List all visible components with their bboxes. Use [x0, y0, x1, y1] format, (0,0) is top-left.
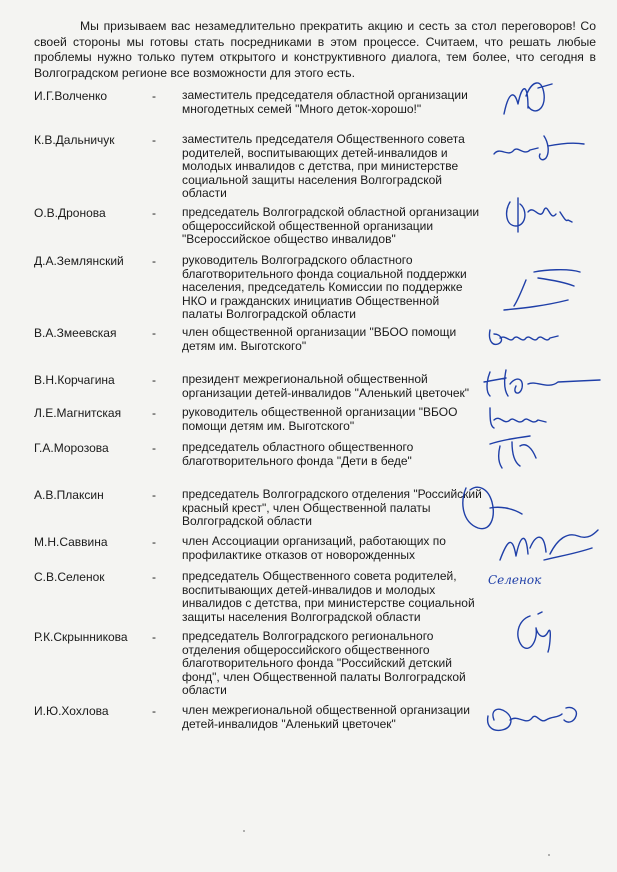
signatory-name: О.В.Дронова [34, 206, 106, 220]
signatory-role: председатель Общественного совета родителей, воспитывающих детей-инвалидов и молодых инвалидов с детства, при министерстве социальной защиты населения Волгоградской области [182, 569, 475, 624]
separator-dash: - [152, 133, 156, 147]
signatory-role: председатель Волгоградской областной организации общероссийской общественной организации "Всероссийское общество инвалидов" [182, 205, 480, 247]
scan-speck [243, 830, 245, 832]
signatory-role: заместитель председателя областной организации многодетных семей "Много деток-хорошо!" [182, 88, 468, 116]
separator-dash: - [152, 326, 156, 340]
signatory-role: член межрегиональной общественной организации детей-инвалидов "Аленький цветочек" [182, 703, 470, 731]
signatory-name: Д.А.Землянский [34, 254, 124, 268]
signatory-name: И.Г.Волченко [34, 89, 108, 103]
signatory-name: Р.К.Скрынникова [34, 630, 128, 644]
separator-dash: - [152, 406, 156, 420]
signatory-role: руководитель общественной организации "ВБОО помощи детям им. Выготского" [182, 405, 458, 433]
separator-dash: - [152, 704, 156, 718]
signatory-role: председатель областного общественного благотворительного фонда "Дети в беде" [182, 440, 414, 468]
separator-dash: - [152, 570, 156, 584]
handwritten-signature [500, 192, 590, 237]
signatory-name: К.В.Дальничук [34, 133, 115, 147]
signatory-role: член общественной организации "ВБОО помощи детям им. Выготского" [182, 325, 457, 353]
separator-dash: - [152, 254, 156, 268]
handwritten-signature [508, 606, 568, 656]
signatory-name: В.А.Змеевская [34, 326, 117, 340]
separator-dash: - [152, 206, 156, 220]
signatory-name: Г.А.Морозова [34, 441, 109, 455]
signatory-name: А.В.Плаксин [34, 488, 104, 502]
signatory-role: член Ассоциации организаций, работающих по профилактике отказов от новорожденных [182, 534, 446, 562]
signatory-role: заместитель председателя Общественного совета родителей, воспитывающих детей-инвалидов и молодых инвалидов с детства, при министерстве социальной защиты населения Волгоградской области [182, 132, 465, 201]
signatory-role: руководитель Волгоградского областного благотворительного фонда социальной поддержки населения, председатель Комиссии по поддержке НКО и гражданских инициатив Общественной палаты Волгоградской области [182, 253, 467, 322]
signatory-name: И.Ю.Хохлова [34, 704, 109, 718]
separator-dash: - [152, 89, 156, 103]
handwritten-signature [488, 128, 588, 168]
handwritten-signature [498, 74, 558, 124]
scan-speck [548, 854, 550, 856]
signatory-name: Л.Е.Магнитская [34, 406, 122, 420]
signatory-name: С.В.Селенок [34, 570, 105, 584]
signatory-name: В.Н.Корчагина [34, 373, 115, 387]
handwritten-signature-text: Селенок [488, 573, 542, 587]
handwritten-signature [486, 428, 546, 472]
separator-dash: - [152, 535, 156, 549]
separator-dash: - [152, 441, 156, 455]
handwritten-signature [480, 696, 590, 738]
signatory-role: президент межрегиональной общественной организации детей-инвалидов "Аленький цветочек" [182, 372, 470, 400]
intro-paragraph: Мы призываем вас незамедлительно прекратить акцию и сесть за стол переговоров! Со своей стороны мы готовы стать посредниками в этом процессе. Считаем, что решать любые проблемы нужно только путем открытого и конструктивного диалога, тем более, что сегодня в Волгоградском регионе все возможности для этого есть. [34, 19, 596, 80]
signatory-name: М.Н.Саввина [34, 535, 108, 549]
separator-dash: - [152, 630, 156, 644]
handwritten-signature [484, 266, 584, 316]
handwritten-signature [484, 322, 564, 354]
separator-dash: - [152, 488, 156, 502]
separator-dash: - [152, 373, 156, 387]
handwritten-signature [476, 366, 606, 402]
handwritten-signature [494, 524, 604, 570]
signatory-role: председатель Волгоградского регионального отделения общероссийского общественного благотворительного фонда "Российский детский фонд", член Общественной палаты Волгоградской области [182, 629, 466, 698]
signatory-role: председатель Волгоградского отделения "Российский красный крест", член Общественной палаты Волгоградской области [182, 487, 482, 529]
